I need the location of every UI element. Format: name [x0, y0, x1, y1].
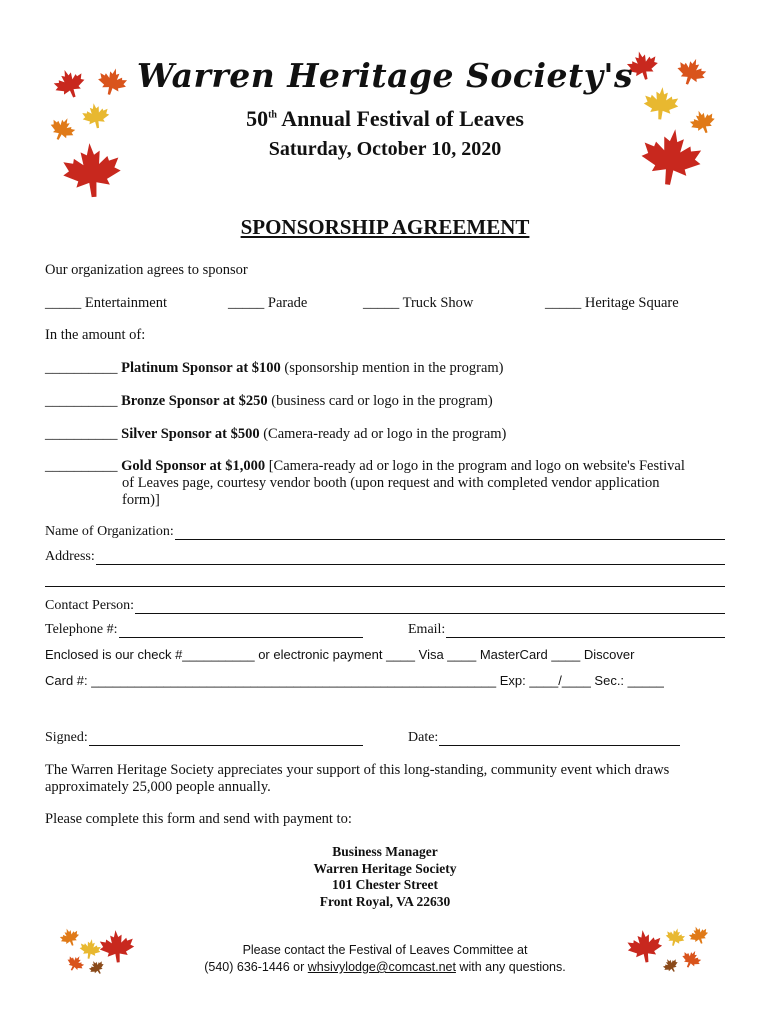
address-line: Business Manager [332, 844, 438, 859]
level-name: Bronze Sponsor at $250 [121, 393, 268, 409]
level-desc: (sponsorship mention in the program) [284, 360, 504, 376]
level-blank[interactable]: __________ [45, 426, 118, 442]
date-field[interactable] [408, 730, 680, 746]
telephone-label: Telephone #: [45, 622, 118, 637]
option-parade[interactable] [228, 295, 307, 312]
option-truck-show[interactable] [363, 295, 473, 312]
sponsor-intro: Our organization agrees to sponsor [45, 262, 248, 278]
telephone-input[interactable] [119, 623, 364, 638]
level-blank[interactable]: __________ [45, 458, 118, 474]
mailing-address [0, 844, 770, 910]
level-name: Platinum Sponsor at $100 [121, 360, 281, 376]
email-input[interactable] [446, 623, 725, 638]
level-name: Gold Sponsor at $1,000 [121, 458, 266, 474]
date-label: Date: [408, 730, 439, 745]
org-name-label: Name of Organization: [45, 524, 174, 539]
signature-input[interactable] [89, 731, 363, 746]
level-gold-desc-2: of Leaves page, courtesy vendor booth (upon request and with completed vendor application [122, 475, 660, 491]
instructions-text: Please complete this form and send with payment to: [45, 811, 352, 827]
festival-suffix: th [268, 109, 277, 121]
agreement-heading: SPONSORSHIP AGREEMENT [240, 215, 530, 239]
option-label: Entertainment [84, 295, 168, 311]
festival-date: Saturday, October 10, 2020 [268, 138, 502, 160]
level-gold[interactable] [45, 458, 685, 475]
option-blank[interactable]: _____ [363, 295, 400, 311]
level-desc: (business card or logo in the program) [271, 393, 493, 409]
option-blank[interactable]: _____ [228, 295, 265, 311]
festival-name: Annual Festival of Leaves [281, 106, 524, 131]
org-title: Warren Heritage Society's [136, 56, 634, 95]
level-name: Silver Sponsor at $500 [121, 426, 260, 442]
option-blank[interactable]: _____ [545, 295, 582, 311]
date-input[interactable] [439, 731, 680, 746]
address-input-line-2[interactable] [45, 586, 725, 587]
option-label: Truck Show [402, 295, 474, 311]
option-label: Heritage Square [584, 295, 679, 311]
telephone-field[interactable] [45, 622, 363, 638]
level-gold-desc-3: form)] [122, 492, 160, 508]
contact-field[interactable] [45, 598, 725, 614]
level-desc: [Camera-ready ad or logo in the program and logo on website's Festival [268, 458, 685, 474]
contact-phone: (540) 636-1446 or [204, 960, 308, 974]
option-heritage-square[interactable] [545, 295, 679, 312]
level-silver[interactable] [45, 426, 506, 443]
address-field[interactable] [45, 549, 725, 565]
contact-label: Contact Person: [45, 598, 135, 613]
org-name-field[interactable] [45, 524, 725, 540]
address-input[interactable] [96, 550, 725, 565]
card-line[interactable]: Card #: ________________________________________________________ Exp: ____/____ Sec.: _____ [45, 673, 664, 688]
signed-field[interactable] [45, 730, 363, 746]
contact-input[interactable] [135, 599, 725, 614]
contact-line-2 [0, 959, 770, 976]
appreciation-text: The Warren Heritage Society appreciates your support of this long-standing, community event which draws approximately 25,000 people annually. [45, 762, 670, 795]
payment-line[interactable]: Enclosed is our check #__________ or electronic payment ____ Visa ____ MasterCard ____ Discover [45, 647, 635, 662]
option-label: Parade [267, 295, 308, 311]
festival-number: 50 [246, 106, 269, 131]
level-blank[interactable]: __________ [45, 360, 118, 376]
contact-line-1: Please contact the Festival of Leaves Committee at [242, 943, 528, 957]
address-line: Front Royal, VA 22630 [319, 893, 451, 909]
level-bronze[interactable] [45, 393, 493, 410]
address-line: 101 Chester Street [332, 877, 438, 892]
contact-suffix: with any questions. [455, 960, 566, 974]
level-desc: (Camera-ready ad or logo in the program) [263, 426, 507, 442]
address-line: Warren Heritage Society [313, 860, 457, 876]
contact-info [0, 942, 770, 976]
signed-label: Signed: [45, 730, 88, 745]
address-label: Address: [45, 549, 95, 564]
amount-intro: In the amount of: [45, 327, 146, 343]
org-name-input[interactable] [175, 525, 725, 540]
level-platinum[interactable] [45, 360, 504, 377]
email-label: Email: [408, 622, 446, 637]
festival-title [0, 106, 770, 132]
contact-email-link[interactable]: whsivylodge@comcast.net [307, 960, 456, 974]
option-entertainment[interactable] [45, 295, 167, 312]
level-blank[interactable]: __________ [45, 393, 118, 409]
option-blank[interactable]: _____ [45, 295, 82, 311]
email-field[interactable] [408, 622, 725, 638]
